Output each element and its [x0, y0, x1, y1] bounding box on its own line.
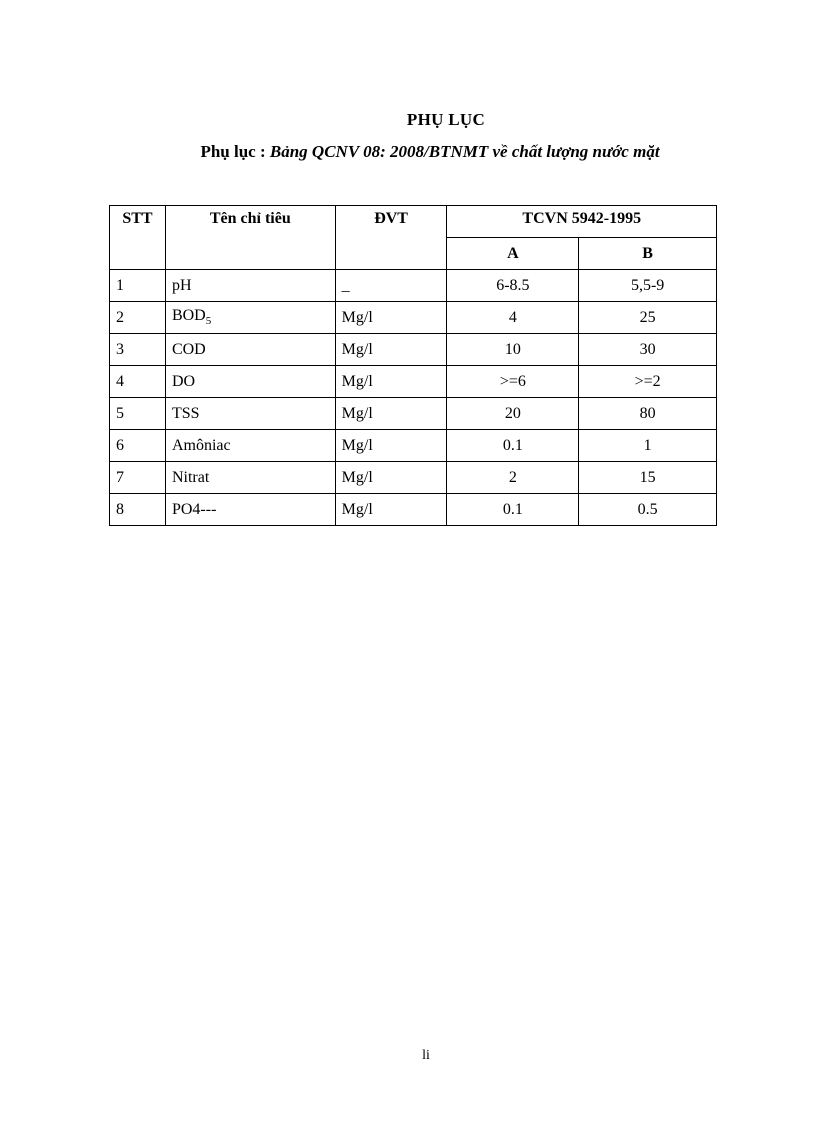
table-row	[110, 366, 717, 398]
cell-stt: 5	[110, 398, 166, 430]
page-subtitle	[0, 142, 816, 162]
header-col-b: B	[579, 238, 717, 270]
cell-value-a: 0.1	[447, 430, 579, 462]
cell-name-text: BOD	[171, 307, 206, 325]
table-row	[110, 462, 717, 494]
cell-value-b: 15	[579, 462, 717, 494]
cell-unit: Mg/l	[335, 366, 447, 398]
header-name: Tên chỉ tiêu	[165, 206, 335, 270]
cell-value-a: 0.1	[447, 494, 579, 526]
page-title: PHỤ LỤC	[406, 110, 486, 129]
cell-value-b: >=2	[579, 366, 717, 398]
cell-name-text: TSS	[171, 404, 200, 422]
cell-value-a: >=6	[447, 366, 579, 398]
cell-unit: Mg/l	[335, 302, 447, 334]
table-row	[110, 430, 717, 462]
cell-value-a: 6-8.5	[447, 270, 579, 302]
cell-unit: _	[335, 270, 447, 302]
header-row	[110, 206, 717, 238]
cell-value-a: 20	[447, 398, 579, 430]
cell-name	[165, 366, 335, 398]
cell-unit: Mg/l	[335, 334, 447, 366]
table-row	[110, 302, 717, 334]
cell-stt: 8	[110, 494, 166, 526]
cell-unit: Mg/l	[335, 398, 447, 430]
subtitle-body: Bảng QCNV 08: 2008/BTNMT về chất lượng nước mặt	[269, 142, 660, 161]
header-col-a: A	[447, 238, 579, 270]
cell-value-a: 2	[447, 462, 579, 494]
cell-unit: Mg/l	[335, 462, 447, 494]
cell-stt: 4	[110, 366, 166, 398]
cell-name-text: Amôniac	[171, 436, 231, 454]
cell-name	[165, 270, 335, 302]
page-number: li	[422, 1048, 430, 1063]
cell-value-b: 80	[579, 398, 717, 430]
cell-value-b: 1	[579, 430, 717, 462]
cell-name	[165, 302, 335, 334]
table-body	[110, 270, 717, 526]
table-row	[110, 270, 717, 302]
cell-name-subscript: 5	[205, 315, 212, 328]
cell-value-a: 10	[447, 334, 579, 366]
cell-name	[165, 462, 335, 494]
header-unit: ĐVT	[335, 206, 447, 270]
cell-name	[165, 494, 335, 526]
table-header	[110, 206, 717, 270]
cell-unit: Mg/l	[335, 494, 447, 526]
cell-name	[165, 430, 335, 462]
cell-name	[165, 334, 335, 366]
cell-value-a: 4	[447, 302, 579, 334]
cell-name-text: COD	[171, 340, 206, 358]
cell-value-b: 5,5-9	[579, 270, 717, 302]
cell-name-text: DO	[171, 372, 196, 390]
water-quality-table	[109, 205, 717, 526]
cell-value-b: 0.5	[579, 494, 717, 526]
cell-name-text: Nitrat	[171, 468, 210, 486]
table-row	[110, 494, 717, 526]
subtitle-prefix: Phụ lục :	[200, 142, 270, 161]
table-row	[110, 334, 717, 366]
cell-value-b: 30	[579, 334, 717, 366]
cell-stt: 1	[110, 270, 166, 302]
cell-stt: 7	[110, 462, 166, 494]
cell-stt: 6	[110, 430, 166, 462]
table-row	[110, 398, 717, 430]
cell-stt: 2	[110, 302, 166, 334]
cell-unit: Mg/l	[335, 430, 447, 462]
cell-name	[165, 398, 335, 430]
cell-name-text: PO4---	[171, 500, 217, 518]
cell-name-text: pH	[171, 276, 192, 294]
cell-value-b: 25	[579, 302, 717, 334]
header-standard: TCVN 5942-1995	[447, 206, 717, 238]
cell-stt: 3	[110, 334, 166, 366]
header-stt: STT	[110, 206, 166, 270]
